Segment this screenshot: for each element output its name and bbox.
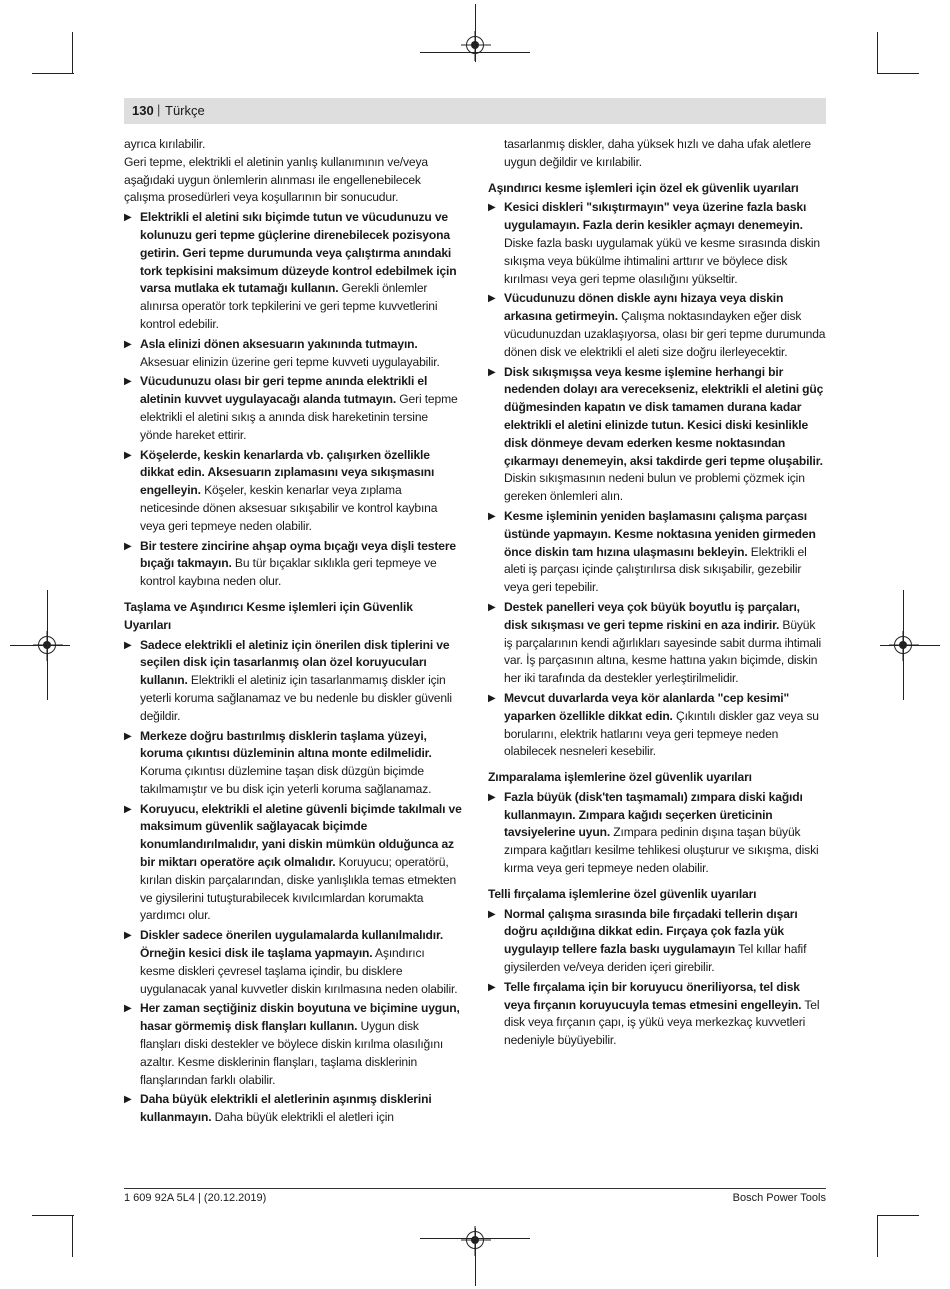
list-item: ▶ Sadece elektrikli el aletiniz için önerilen disk tiplerini ve seçilen disk için tasarlanmış olan özel koruyucuları kullanın. Elektrikli el aletiniz için tasarlanmamış diskler için yeterli koruma sağlanamaz ve bu nedenle bu diskler güvenli değildir. <box>124 637 452 723</box>
bullet-arrow-icon: ▶ <box>124 212 132 224</box>
list-item: ▶ Her zaman seçtiğiniz diskin boyutuna ve biçimine uygun, hasar görmemiş disk flanşları kullanın. Uygun disk flanşları diski destekler ve böylece diskin kırılma olasılığını azaltır. Kesme disklerinin flanşları, taşlama disklerinin flanşlarından farklı olabilir. <box>124 1001 460 1087</box>
bullet-arrow-icon: ▶ <box>124 803 132 815</box>
list-item: ▶ Kesme işleminin yeniden başlamasını çalışma parçası üstünde yapmayın. Kesme noktasına yeniden girmeden önce diskin tam hızına ulaşmasını bekleyin. Elektrikli el aleti iş parçası içinde çalıştırılırsa disk sıkışabilir, gezebilir veya geri tepebilir. <box>488 508 816 595</box>
bullet-arrow-icon: ▶ <box>488 791 496 803</box>
crop-mark <box>877 1215 878 1257</box>
crop-mark <box>877 73 919 74</box>
section-heading: Telli fırçalama işlemlerine özel güvenlik uyarıları <box>488 886 757 901</box>
registration-mark-icon <box>894 636 912 654</box>
brand-label: Bosch Power Tools <box>732 1192 826 1204</box>
bullet-arrow-icon: ▶ <box>124 1094 132 1106</box>
bullet-arrow-icon: ▶ <box>124 1003 132 1015</box>
bullet-arrow-icon: ▶ <box>488 202 496 214</box>
page-number: 130 <box>132 103 154 118</box>
list-item: ▶ Merkeze doğru bastırılmış disklerin taşlama yüzeyi, koruma çıkıntısı düzleminin altına monte edilmelidir. Koruma çıkıntısı düzlemine taşan disk düzgün biçimde takılmamıştır ve bu disk için yeterli koruma sağlanamaz. <box>124 728 432 796</box>
list-item: ▶ Normal çalışma sırasında bile fırçadaki tellerin dışarı doğru açıldığına dikkat edin. Fırçaya çok fazla yük uygulayıp tellere fazla baskı uygulamayın Tel kıllar hafif giysilerden ve/veya deriden içeri girebilir. <box>488 906 807 975</box>
crop-mark <box>32 1215 74 1216</box>
registration-mark-icon <box>38 636 56 654</box>
list-item: ▶ Daha büyük elektrikli el aletlerinin aşınmış disklerini kullanmayın. Daha büyük elektrikli el aletleri için <box>124 1092 432 1125</box>
list-item: ▶ Asla elinizi dönen aksesuarın yakınında tutmayın. Aksesuar elinizin üzerine geri tepme kuvveti uygulayabilir. <box>124 336 440 369</box>
bullet-arrow-icon: ▶ <box>488 981 496 993</box>
right-column <box>488 136 826 1050</box>
list-item: ▶ Destek panelleri veya çok büyük boyutlu iş parçaları, disk sıkışması ve geri tepme riskini en aza indirir. Büyük iş parçalarının kendi ağırlıkları sayesinde sabit durma ihtimali var. İş parçasının altına, kesme hattına yakın biçimde, diskin her iki tarafında da destekler yerleştirilmelidir. <box>488 599 822 686</box>
bullet-arrow-icon: ▶ <box>124 376 132 388</box>
bullet-arrow-icon: ▶ <box>124 639 132 651</box>
list-item: ▶ Diskler sadece önerilen uygulamalarda kullanılmalıdır. Örneğin kesici disk ile taşlama yapmayın. Aşındırıcı kesme diskleri çevresel taşlama içindir, bu disklere uygulanacak yanal kuvvetler diskin kırılmasına neden olabilir. <box>124 928 458 996</box>
crop-mark <box>72 32 73 74</box>
list-item: ▶ Koruyucu, elektrikli el aletine güvenli biçimde takılmalı ve maksimum güvenlik sağlayacak biçimde konumlandırılmalıdır, yani diskin mümkün olduğunca az bir miktarı operatöre açık olmalıdır. Koruyucu; operatörü, kırılan diskin parçalarından, diske yanlışlıkla temas etmekten ve giysilerini tutuşturabilecek kıvılcımlardan korumakta yardımcı olur. <box>124 801 462 923</box>
bullet-arrow-icon: ▶ <box>124 338 132 350</box>
bullet-arrow-icon: ▶ <box>488 692 496 704</box>
bullet-arrow-icon: ▶ <box>488 908 496 920</box>
section-heading: Zımparalama işlemlerine özel güvenlik uyarıları <box>488 770 752 785</box>
page-header <box>124 98 826 124</box>
header-separator: | <box>157 102 161 117</box>
footer-rule <box>124 1188 826 1189</box>
bullet-arrow-icon: ▶ <box>124 540 132 552</box>
list-item: ▶ Disk sıkışmışsa veya kesme işlemine herhangi bir nedenden dolayı ara verecekseniz, elektrikli el aletini güç düğmesinden kapatın ve disk tamamen durana kadar elektrikli el aletini elinizde tutun. Kesici diski kesinlikle disk dönmeye devam ederken kesme noktasından çıkarmayı denemeyin, aksi takdirde geri tepme oluşabilir. Diskin sıkışmasının nedeni bulun ve problemi çözmek için gereken önlemleri alın. <box>488 364 824 504</box>
crop-mark <box>877 1215 919 1216</box>
list-item: ▶ Elektrikli el aletini sıkı biçimde tutun ve vücudunuzu ve kolunuzu geri tepme güçlerine direnebilecek pozisyona getirin. Geri tepme durumunda veya çalıştırma anındaki tork tepkisini maksimum düzeyde kontrol edebilmek için varsa mutlaka ek tutamağı kullanın. Gerekli önlemler alınırsa operatör tork tepkilerini ve geri tepme kuvvetlerini kontrol edebilir. <box>124 210 457 331</box>
paragraph: Geri tepme, elektrikli el aletinin yanlış kullanımının ve/veya aşağıdaki uygun önlemlerin alınması ile engellenebilecek çalışma prosedürleri veya koşullarının bir sonucudur. <box>124 154 428 205</box>
bullet-arrow-icon: ▶ <box>488 366 496 378</box>
crop-mark <box>877 32 878 74</box>
bullet-arrow-icon: ▶ <box>488 293 496 305</box>
crop-mark <box>32 73 74 74</box>
list-item: ▶ Telle fırçalama için bir koruyucu öneriliyorsa, tel disk veya fırçanın koruyucuyla temas etmesini engelleyin. Tel disk veya fırçanın çapı, iş yükü veya merkezkaç kuvvetleri nedeniyle büyüyebilir. <box>488 979 820 1048</box>
registration-mark-icon <box>466 1231 484 1249</box>
crop-mark <box>72 1215 73 1257</box>
list-item: ▶ Köşelerde, keskin kenarlarda vb. çalışırken özellikle dikkat edin. Aksesuarın zıplamasını veya sıkışmasını engelleyin. Köşeler, keskin kenarlar veya zıplama neticesinde dönen aksesuar sıkışabilir ve kontrol kaybına veya geri tepmeye neden olabilir. <box>124 447 438 533</box>
registration-mark-icon <box>466 36 484 54</box>
list-item: ▶ Fazla büyük (disk'ten taşmamalı) zımpara diski kağıdı kullanmayın. Zımpara kağıdı seçerken üreticinin tavsiyelerine uyun. Zımpara pedinin dışına taşan büyük zımpara kağıtları kesilme tehlikesi oluşturur ve sıkışma, diski kırma veya geri tepmeye neden olabilir. <box>488 789 819 876</box>
bullet-arrow-icon: ▶ <box>124 449 132 461</box>
section-heading: Aşındırıcı kesme işlemleri için özel ek güvenlik uyarıları <box>488 180 799 195</box>
section-heading: Taşlama ve Aşındırıcı Kesme işlemleri için Güvenlik Uyarıları <box>124 599 413 632</box>
document-code: 1 609 92A 5L4 | (20.12.2019) <box>124 1192 267 1204</box>
bullet-arrow-icon: ▶ <box>124 730 132 742</box>
bullet-arrow-icon: ▶ <box>124 930 132 942</box>
list-item: ▶ Vücudunuzu dönen diskle aynı hizaya veya diskin arkasına getirmeyin. Çalışma noktasındayken eğer disk vücudunuzdan uzaklaşıyorsa, olası bir geri tepme durumunda dönen disk ve elektrikli el aleti size doğru ilerleyecektir. <box>488 291 826 359</box>
language-label: Türkçe <box>165 103 205 118</box>
list-item: ▶ Mevcut duvarlarda veya kör alanlarda "cep kesimi" yaparken özellikle dikkat edin. Çıkıntılı diskler gaz veya su borularını, elektrik hatlarını veya geri tepmeye neden olabilecek nesneleri kesebilir. <box>488 690 819 759</box>
paragraph: tasarlanmış diskler, daha yüksek hızlı ve daha ufak aletlere uygun değildir ve kırılabilir. <box>504 137 811 169</box>
list-item: ▶ Kesici diskleri "sıkıştırmayın" veya üzerine fazla baskı uygulamayın. Fazla derin kesikler açmayı denemeyin. Diske fazla baskı uygulamak yükü ve kesme sırasında diskin sıkışma veya bükülme ihtimalini arttırır ve böylece disk kırılması veya geri tepme olasılığını yükseltir. <box>488 200 820 286</box>
paragraph: ayrıca kırılabilir. <box>124 137 206 151</box>
list-item: ▶ Vücudunuzu olası bir geri tepme anında elektrikli el aletinin kuvvet uygulayacağı alanda tutmayın. Geri tepme elektrikli el aletini sıkış a anında disk hareketinin tersine yönde hareket ettirir. <box>124 374 458 442</box>
list-item: ▶ Bir testere zincirine ahşap oyma bıçağı veya dişli testere bıçağı takmayın. Bu tür bıçaklar sıklıkla geri tepmeye ve kontrol kaybına neden olur. <box>124 538 456 589</box>
bullet-arrow-icon: ▶ <box>488 601 496 613</box>
bullet-arrow-icon: ▶ <box>488 510 496 522</box>
left-column <box>124 136 462 1127</box>
